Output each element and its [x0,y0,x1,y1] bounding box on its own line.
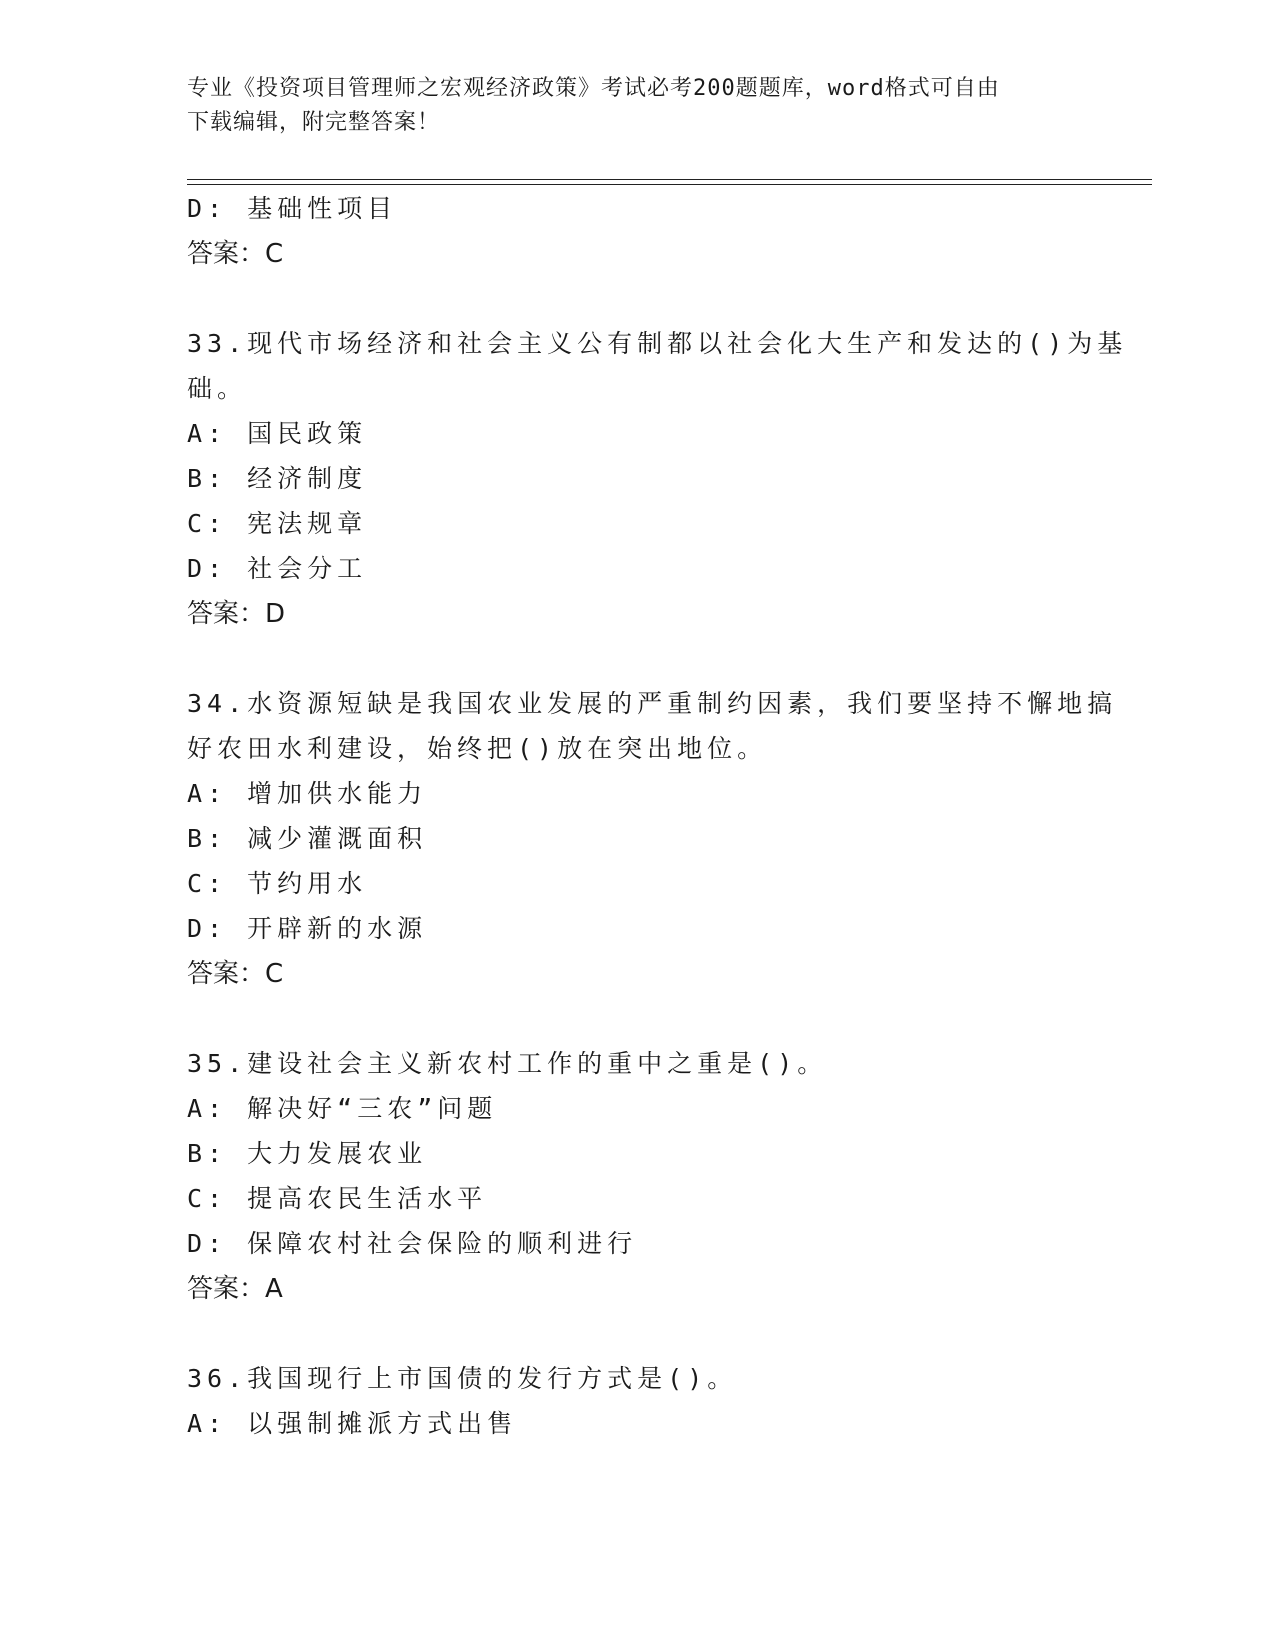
q35-option-d: D: 保障农村社会保险的顺利进行 [187,1229,638,1258]
header-line-2: 下载编辑，附完整答案！ [187,110,441,135]
q33-option-d: D: 社会分工 [187,554,368,583]
q35-option-c: C: 提高农民生活水平 [187,1184,488,1213]
q33-answer: 答案：D [187,599,286,629]
q34-stem-line-1: 34.水资源短缺是我国农业发展的严重制约因素，我们要坚持不懈地搞 [187,689,1118,718]
q34-answer: 答案：C [187,959,284,989]
q35-answer: 答案：A [187,1274,283,1304]
q34-option-c: C: 节约用水 [187,869,368,898]
q34-option-d: D: 开辟新的水源 [187,914,428,943]
q34-option-b: B: 减少灌溉面积 [187,824,428,853]
q33-option-c: C: 宪法规章 [187,509,368,538]
document-header [187,72,1077,140]
q32-answer: 答案：C [187,239,284,269]
header-line-1: 专业《投资项目管理师之宏观经济政策》考试必考200题题库，word格式可自由 [187,76,1000,101]
q34-stem-line-2: 好农田水利建设，始终把()放在突出地位。 [187,734,768,763]
header-divider-bottom [187,184,1152,185]
q35-option-a: A: 解决好“三农”问题 [187,1094,498,1123]
q33-stem-line-1: 33.现代市场经济和社会主义公有制都以社会化大生产和发达的()为基 [187,329,1128,358]
q36-option-a: A: 以强制摊派方式出售 [187,1409,518,1438]
q33-option-b: B: 经济制度 [187,464,368,493]
q33-stem-line-2: 础。 [187,374,248,403]
q35-option-b: B: 大力发展农业 [187,1139,428,1168]
q34-option-a: A: 增加供水能力 [187,779,428,808]
q36-stem-line-1: 36.我国现行上市国债的发行方式是()。 [187,1364,738,1393]
q35-stem-line-1: 35.建设社会主义新农村工作的重中之重是()。 [187,1049,828,1078]
q33-option-a: A: 国民政策 [187,419,368,448]
q32-option-d: D: 基础性项目 [187,194,398,223]
header-divider-top [187,179,1152,180]
